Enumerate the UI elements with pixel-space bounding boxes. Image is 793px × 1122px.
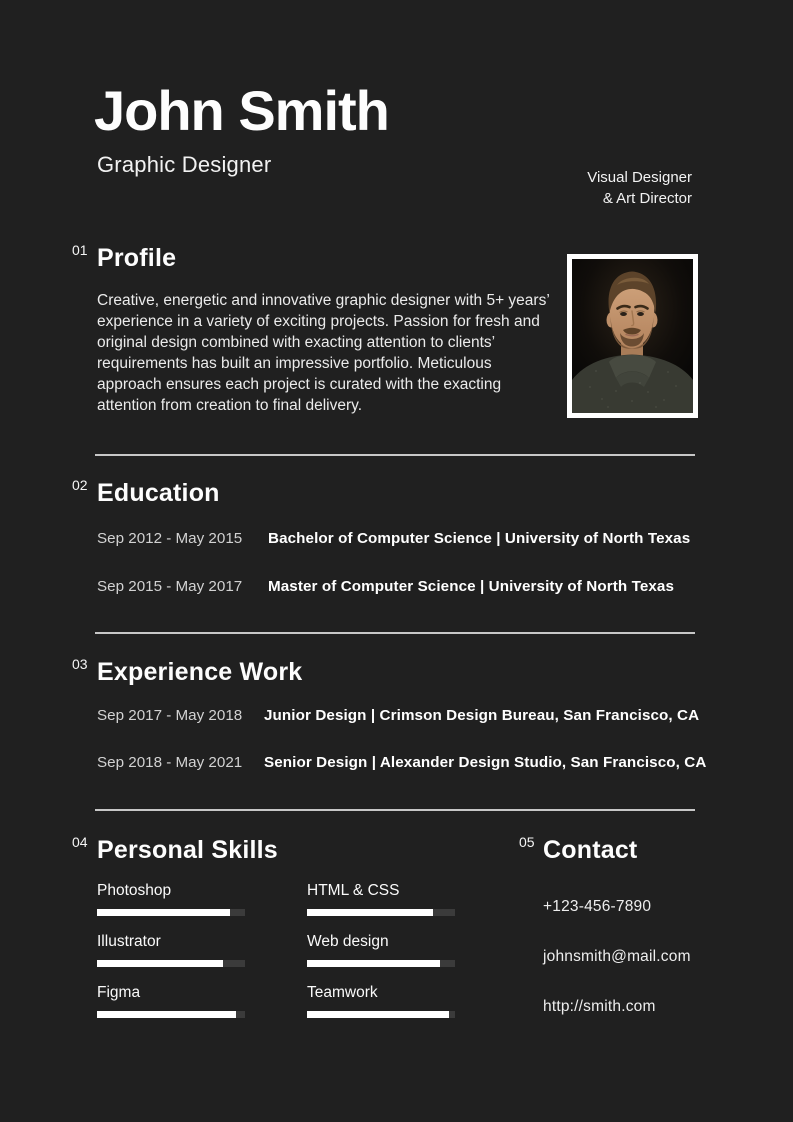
section-title-profile: Profile [97, 244, 177, 272]
person-name: John Smith [94, 79, 389, 142]
skill-bar-track [307, 1011, 455, 1018]
experience-dates: Sep 2018 - May 2021 [97, 754, 243, 771]
skill-label: Illustrator [97, 933, 161, 950]
skill-item [307, 933, 457, 967]
skill-item [307, 984, 457, 1018]
experience-detail: Junior Design | Crimson Design Bureau, San Francisco, CA [264, 707, 700, 724]
experience-row [97, 707, 699, 724]
education-detail: Master of Computer Science | University of North Texas [268, 578, 675, 595]
section-divider [95, 454, 695, 456]
section-title-experience: Experience Work [97, 658, 303, 686]
section-title-skills: Personal Skills [97, 836, 278, 864]
section-number-experience: 03 [72, 656, 88, 672]
section-title-contact: Contact [543, 836, 638, 864]
profile-summary-text: Creative, energetic and innovative graphic designer with 5+ years’ experience in a variety of exciting projects. Passion for fresh and original design combined with exacting attention to clients’ requirements has built an impressive portfolio. Meticulous approach ensures each project is curated with the exacting attention from creation to final delivery. [97, 292, 550, 414]
skill-item [97, 882, 247, 916]
section-divider [95, 632, 695, 634]
experience-row [97, 754, 706, 771]
skills-column-right [307, 882, 457, 1035]
man-portrait-illustration [572, 259, 693, 413]
education-row [97, 530, 690, 547]
section-number-contact: 05 [519, 834, 535, 850]
skill-item [97, 933, 247, 967]
skill-item [307, 882, 457, 916]
skill-bar-track [307, 960, 455, 967]
contact-email: johnsmith@mail.com [543, 948, 691, 965]
skill-bar-track [97, 1011, 245, 1018]
skill-bar-track [97, 909, 245, 916]
skill-bar-fill [97, 909, 230, 916]
tagline-line-2: & Art Director [602, 190, 692, 207]
skills-column-left [97, 882, 247, 1035]
skill-bar-track [307, 909, 455, 916]
contact-phone: +123-456-7890 [543, 898, 652, 915]
skill-label: HTML & CSS [307, 882, 400, 899]
skill-bar-fill [307, 960, 440, 967]
skill-label: Web design [307, 933, 389, 950]
skill-bar-fill [307, 1011, 449, 1018]
education-dates: Sep 2012 - May 2015 [97, 530, 243, 547]
section-number-profile: 01 [72, 242, 88, 258]
section-divider [95, 809, 695, 811]
skill-bar-fill [307, 909, 433, 916]
skill-bar-track [97, 960, 245, 967]
skill-bar-fill [97, 960, 223, 967]
education-dates: Sep 2015 - May 2017 [97, 578, 243, 595]
profile-photo [567, 254, 698, 418]
tagline-line-1: Visual Designer [587, 169, 692, 186]
contact-list [543, 898, 691, 1048]
section-number-skills: 04 [72, 834, 88, 850]
education-row [97, 578, 674, 595]
skill-bar-fill [97, 1011, 236, 1018]
contact-website: http://smith.com [543, 998, 656, 1015]
section-number-education: 02 [72, 477, 88, 493]
person-tagline [587, 167, 692, 209]
skill-label: Photoshop [97, 882, 172, 899]
skill-label: Figma [97, 984, 141, 1001]
experience-detail: Senior Design | Alexander Design Studio, San Francisco, CA [264, 754, 707, 771]
section-title-education: Education [97, 479, 220, 507]
skill-label: Teamwork [307, 984, 378, 1001]
education-detail: Bachelor of Computer Science | University of North Texas [268, 530, 691, 547]
person-role: Graphic Designer [97, 152, 272, 177]
experience-dates: Sep 2017 - May 2018 [97, 707, 243, 724]
skill-item [97, 984, 247, 1018]
